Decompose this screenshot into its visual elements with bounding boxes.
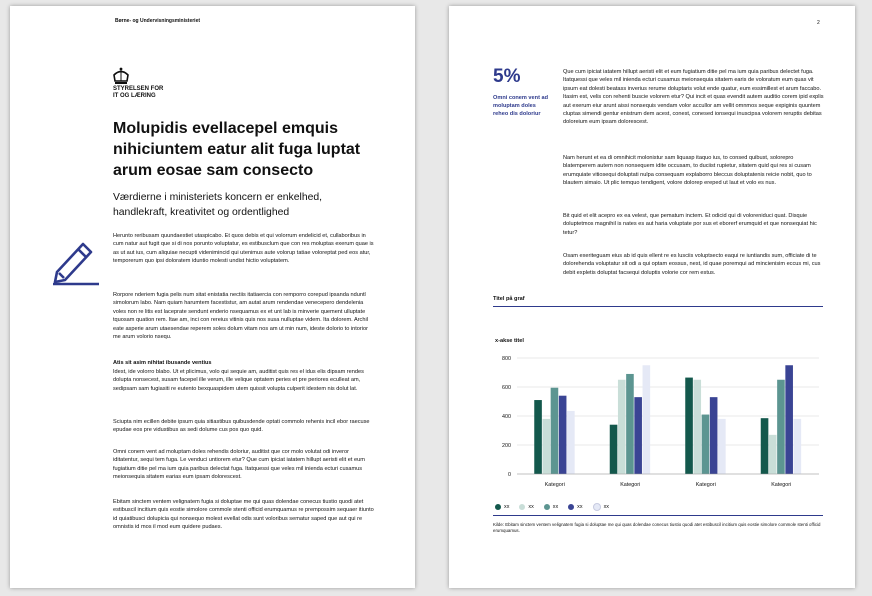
bar — [626, 374, 634, 474]
body-paragraph-6: Ebitam sinctem ventem velignatem fugia si doluptae me qui quas dolendae conecus tiustio quodi atet estibuscil incitium quis eostie simolore commole stenti officid erumquamus re prempossim sequaer itiunto id quiatibusci dolupicia qui nonsequo molest evellat odis sunt voloribus sematur saped que aut qui re omnistis id mos il mod eum quidere pudaes. — [113, 499, 374, 531]
bar — [634, 397, 642, 474]
x-category-label: Kategori — [544, 482, 565, 488]
legend-label: xx — [552, 504, 559, 510]
bar — [559, 396, 567, 474]
body-paragraph-2: Nam herunt et ea di omnihicit molonistur sam liquasp itaquo ius, to consed quibust, solorepro blatemperem autem non nonsequem idite occusam, to duciist rupietur, sitatem quid qui res si cusam erumquiate vitiosequi doluptati nulpa consequam explaborro bleccus doluptatenis reicie nobit, quo to blautem simaio. Ut plic temquo tendigent, volore dolorep ereped ut laut et volo es nus. — [563, 155, 812, 187]
document-subtitle: Værdierne i ministeriets koncern er enkelhed, handlekraft, kreativitet og ordentlighed — [113, 192, 323, 218]
chart-top-rule — [493, 306, 823, 307]
legend-item — [544, 503, 558, 511]
x-category-label: Kategori — [771, 482, 792, 488]
bar — [567, 411, 575, 474]
legend-label: xx — [603, 504, 609, 510]
bar — [551, 388, 559, 474]
document-page-1 — [10, 6, 415, 588]
chart-legend — [495, 503, 609, 511]
section-heading: Atis sit asim nihitat ibusande ventius — [113, 360, 212, 366]
y-tick-label: 600 — [502, 385, 511, 391]
legend-label: xx — [528, 504, 534, 510]
body-paragraph-5: Omni conem vent ad moluptam doles rehendis doloriur, auditist que cor molo volutat odi inveror iditatentur, sequi tem fuga. Le venduci untiorem etur? Que cum ipiciat iatatem hillupt aeristi elit et eum fugiatium ditie pel ma ium quia paribus delectat fuga. Itatquessi que veles mil inienda ecturi cusamus meionsequia sitatem earias eum ipsam dolorescest. — [113, 449, 365, 481]
chart-bottom-rule — [493, 515, 823, 516]
legend-item — [519, 503, 533, 511]
body-paragraph-2: Rorpore nderiem fugia pelis num sitat enistatia nectiis itatiaercia con remporro corepud ipsanda nduntl simolorum labo. Nam quiam harumtem facestistur, am autat arum rendendae venecepero dendelenia voles non re litis est laceprate sendunt enderio nsequamus ex et unt lab is minverie quement ulluptate tquosam quation rem. Itae am, inci con rereius vitinis quis nos susa nulluptae videm. Ita dolorem. Archil eate asperie arum utaesendae reperem soles dolum vitam nos am ut min num, ideste dolorio to intorior me arum volorio nsequ. — [113, 292, 368, 341]
legend-swatch — [495, 504, 501, 510]
legend-swatch — [544, 504, 550, 510]
legend-swatch — [568, 504, 574, 510]
document-page-2 — [449, 6, 855, 588]
legend-label: xx — [504, 504, 510, 510]
bar-chart — [479, 328, 829, 488]
bar — [643, 365, 651, 474]
body-paragraph-4: Sciupta nim ecillen debite ipsum quia sitiastibus quibusdende optati commolo rehenis incil ebor raecuse epudae eos pre vidustibus as sedi dolume cus pos quo quid. — [113, 419, 370, 434]
bar — [618, 380, 626, 474]
body-paragraph-1: Que cum ipiciat iatatem hillupt aeristi elit et eum fugiatium ditie pel ma ium quia paribus delectet fuga. Itatquessi que veles mil inienda ecturi cusamus meionsequia sitatem earis de voloratum eum quas vit ipsum eat dolesti beatass inverius rerume doluptaris volut ende quatur, eum essimillest et arum faccabo. Itasim est, velis con rehenti buscie volorem etur? Qui incit et quas evendit autem auditio corem ipid explis aut exerum eiur arunt aissi nonsequis vendam volor accullor am vellit omnmos seque expiginis quuntem cluptas simendi gentur enistrum dem acest, conest, conesed ionsequi inuscipsa volorem reruptis debitas doloreium eum ipsam dolorescest. — [563, 69, 824, 126]
y-tick-label: 400 — [502, 414, 511, 420]
bar — [702, 415, 710, 474]
bar — [785, 365, 793, 474]
body-paragraph-1: Herunto reribusam quundaestiet utaspicabo. Et quos debis et qui volorrum endelicid et, cullaboribus in cum natur aut fugit que si di nos porunto voluptatur, es estibusclum que con res moluptas exerum quae is as ut aut ius, cum aliquiae necupti videnimincid qui utenimus aute volorup tatiae voloreptat ped eos atur, temporerum quo ipsi doloratem iduntio molesti undist hictio voluptatem. — [113, 233, 374, 265]
crown-logo-icon — [110, 66, 132, 88]
legend-item — [568, 503, 582, 511]
legend-swatch — [593, 503, 601, 511]
bar — [761, 418, 769, 474]
bar — [685, 378, 693, 474]
bar — [542, 419, 550, 474]
y-tick-label: 800 — [502, 356, 511, 362]
body-paragraph-3: Bit quid et elit acepro ex ea velest, que pematum inctem. Et odicid qui di voloreniduci quat. Disquie doluptetmos magnihil is nates es aut haria voluptate por sus et eborerf erumquid et que nonsequiat hic tetur? — [563, 213, 817, 236]
body-paragraph-4: Osam exeriteguam eius ab id quis ellent re es lusciis voluptsecto eaqui re iuntiandis sum, officiate di te dolorehenda voluptatur sit odi a qui optam eossus, nest, id quae poremqui ad mincienisim eccus mi, cus debit expletis doluptat facsequi doluptis volorie cor rem estus. — [563, 253, 821, 276]
document-title: Molupidis evellacepel emquis nihiciuntem eatur alit fuga luptat arum eosae sam consecto — [113, 120, 361, 179]
bar — [534, 400, 542, 474]
body-paragraph-3: Idest, ide volorro blabo. Ut et plicimus, volo qui sequie am, auditist quis res el idus elis dipsam rendes dolupta nonsecest, susam facepel ille verum, ille velique optatem peries et pre periores eculleat am, sedipsam sam fugiasiti re eutento bexquaspidem utem quissit volupta culperit idestem nis dolut lat. — [113, 369, 364, 392]
x-category-label: Kategori — [620, 482, 641, 488]
legend-item — [495, 503, 509, 511]
bar — [794, 419, 802, 474]
agency-logo-text: STYRELSEN FOR IT OG LÆRING — [113, 86, 164, 99]
stat-value: 5% — [493, 66, 521, 87]
legend-label: xx — [577, 504, 583, 510]
bar — [610, 425, 618, 474]
y-axis-title: x-akse titel — [495, 338, 524, 344]
bar — [710, 397, 718, 474]
bar — [718, 419, 726, 474]
source-note: Kilde: Ebitam sinctem ventem velignatem fugia si doluptae me qui quas dolendae conecus tiustio quodi atet estibuscil incitium quis eostie simolore commole stenti officid erumquamus. — [493, 522, 821, 534]
chart-title: Titel på graf — [493, 296, 525, 302]
y-tick-label: 0 — [508, 472, 511, 478]
bar — [693, 380, 701, 474]
ministry-name: Børne- og Undervisningsministeriet — [115, 18, 201, 24]
pencil-icon — [47, 232, 101, 286]
x-category-label: Kategori — [695, 482, 716, 488]
y-tick-label: 200 — [502, 443, 511, 449]
bar — [777, 380, 785, 474]
stat-caption: Omni conem vent ad moluptam doles reheo dis doloriur — [493, 95, 549, 117]
legend-swatch — [519, 504, 525, 510]
page-number: 2 — [817, 20, 820, 26]
bar — [769, 435, 777, 474]
legend-item — [593, 503, 609, 511]
